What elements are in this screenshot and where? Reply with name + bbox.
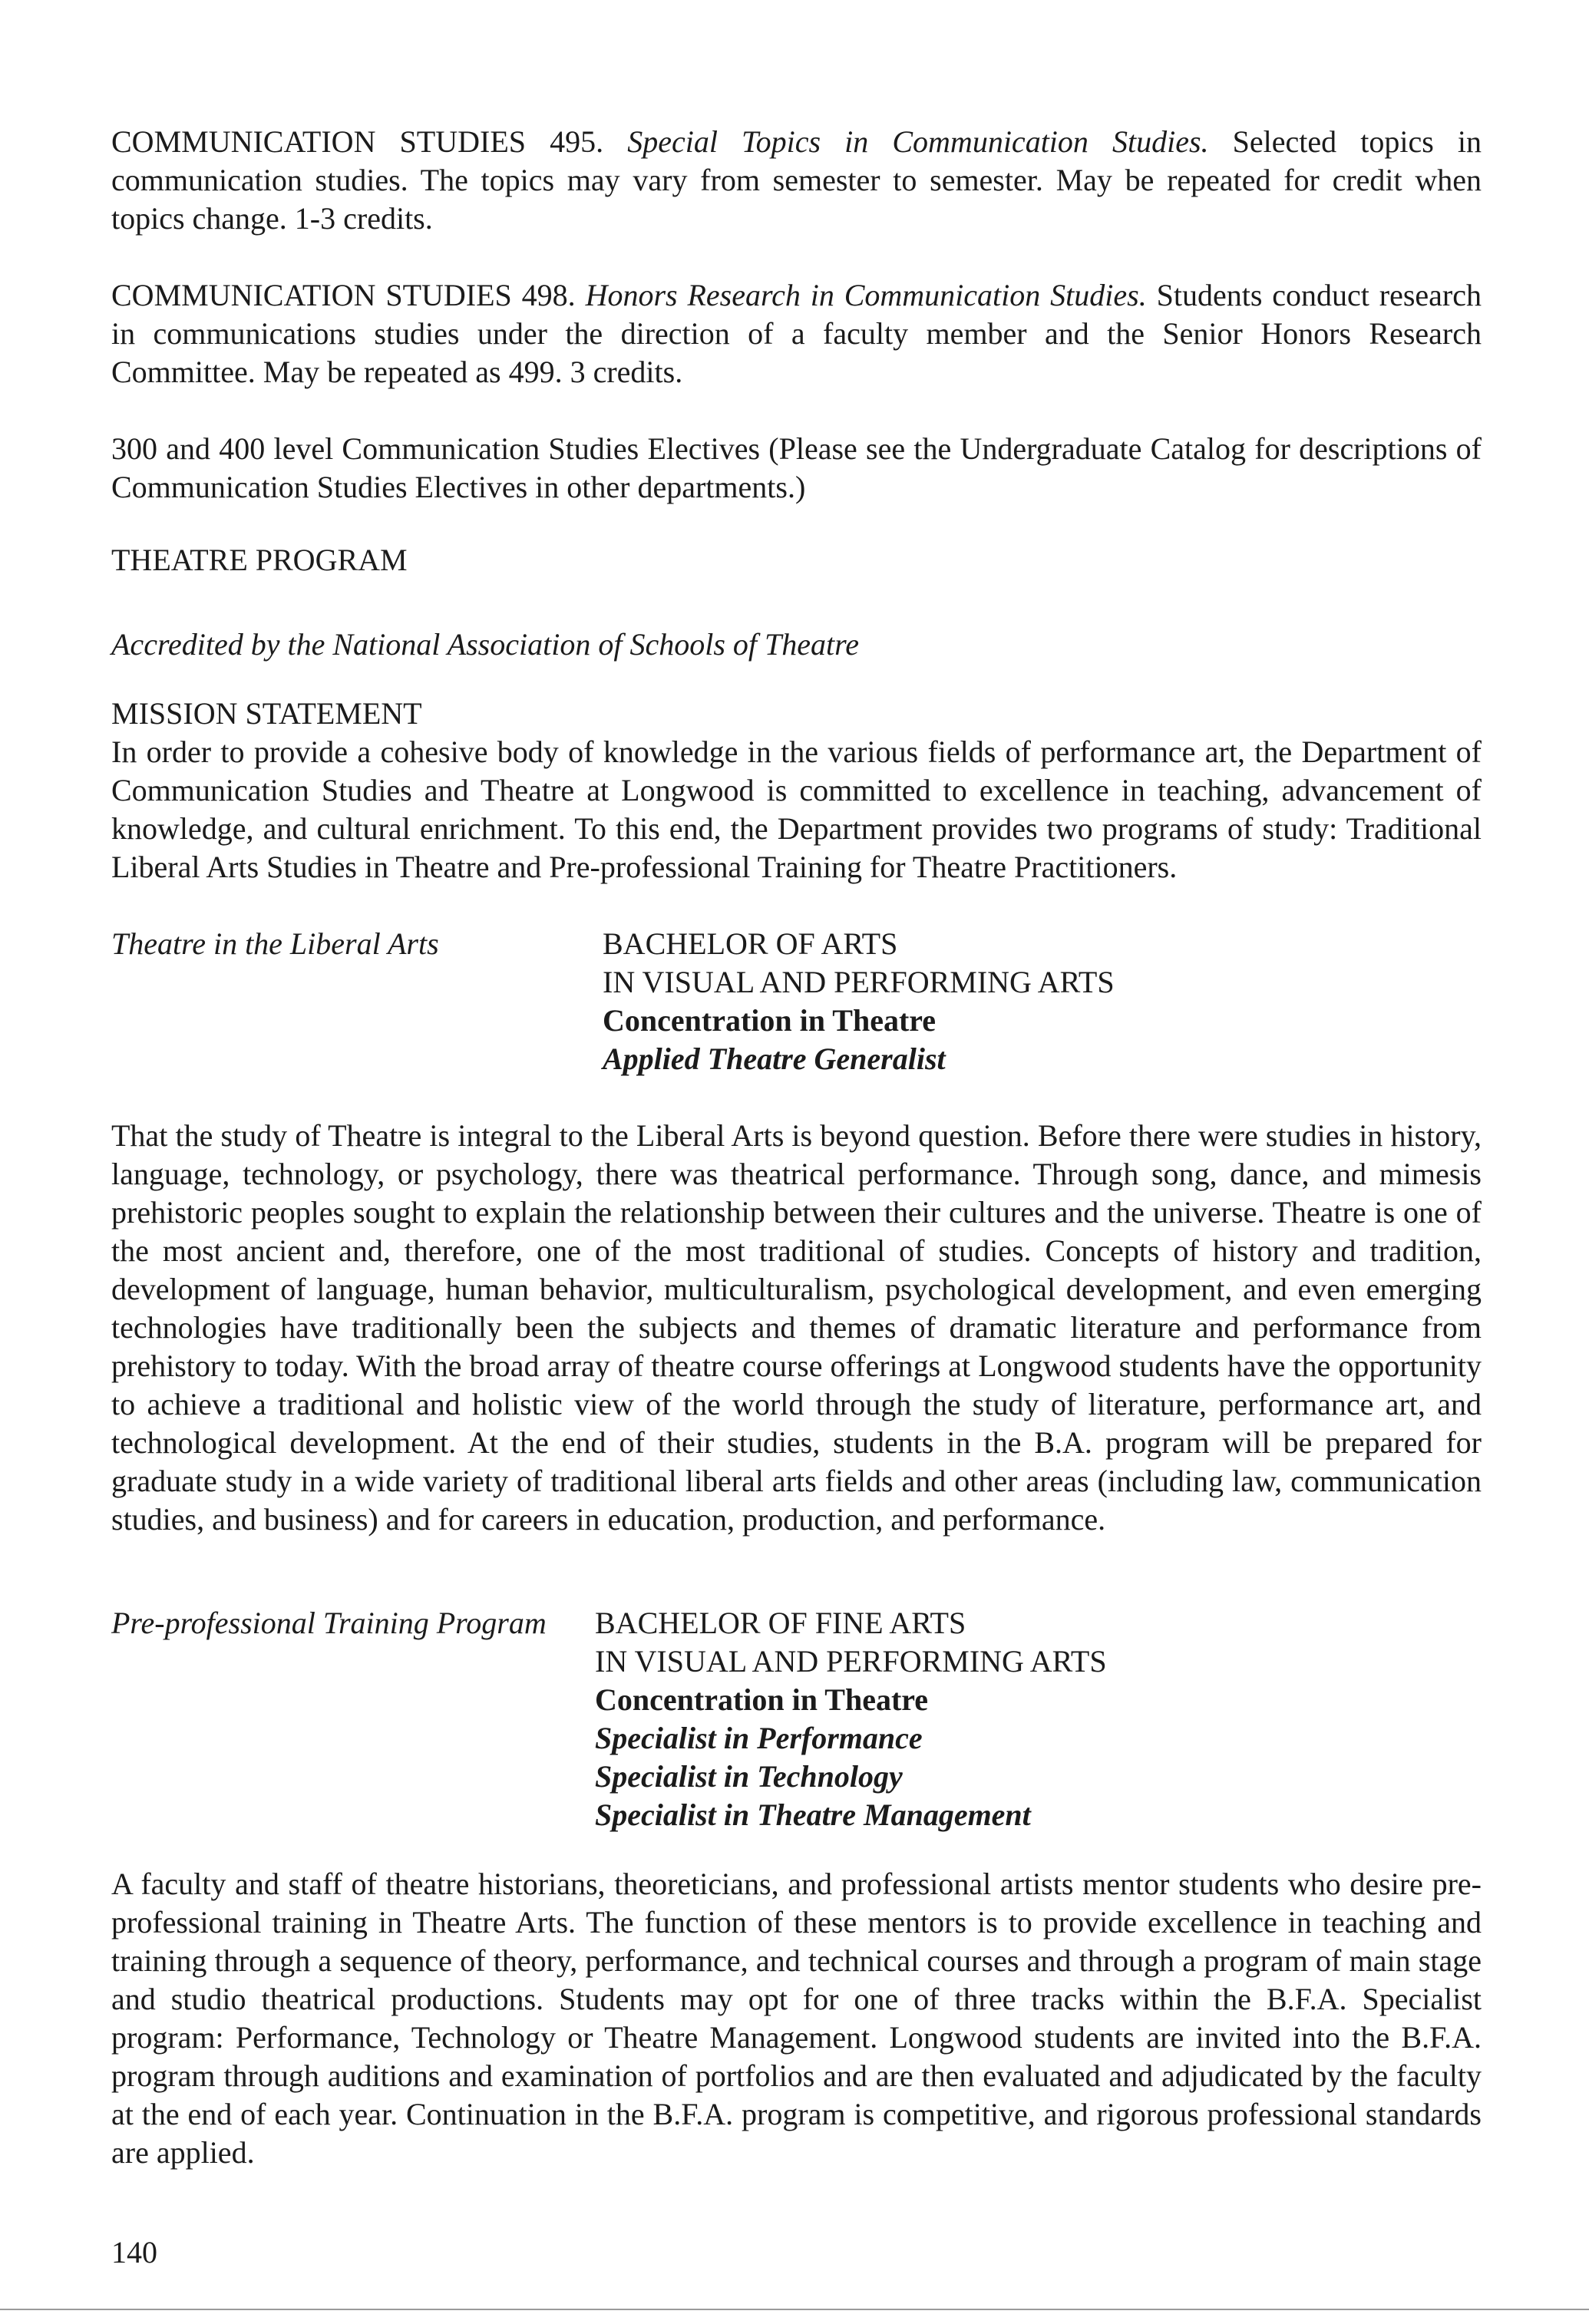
bottom-divider — [0, 2309, 1589, 2310]
ba-label: Theatre in the Liberal Arts — [111, 926, 439, 961]
mission-heading: MISSION STATEMENT — [111, 696, 422, 731]
bfa-description — [111, 1865, 1482, 2172]
bfa-degree-line2: IN VISUAL AND PERFORMING ARTS — [595, 1644, 1107, 1679]
ba-track: Applied Theatre Generalist — [603, 1042, 946, 1076]
bfa-concentration: Concentration in Theatre — [595, 1682, 929, 1717]
electives-text: 300 and 400 level Communication Studies Electives (Please see the Undergraduate Catalog for descriptions of Communication Studies Electives in other departments.) — [111, 431, 1482, 504]
ba-degree-line1: BACHELOR OF ARTS — [603, 926, 898, 961]
mission-text: In order to provide a cohesive body of knowledge in the various fields of performance art, the Department of Communication Studies and Theatre at Longwood is committed to excellence in teaching, advancement of knowledge, and cultural enrichment. To this end, the Department provides two programs of study: Traditional Liberal Arts Studies in Theatre and Pre-professional Training for Theatre Practitioners. — [111, 735, 1482, 884]
bfa-label: Pre-professional Training Program — [111, 1606, 547, 1640]
ba-degree-line2: IN VISUAL AND PERFORMING ARTS — [603, 965, 1115, 999]
course-entry-495 — [111, 123, 1482, 238]
accreditation-text: Accredited by the National Association of Schools of Theatre — [111, 627, 859, 662]
ba-degree-block — [111, 925, 1482, 1078]
course-code: COMMUNICATION STUDIES 495. — [111, 124, 604, 159]
accreditation-block — [111, 626, 1482, 664]
program-heading-block — [111, 541, 1482, 579]
electives-note — [111, 430, 1482, 507]
bfa-degree-block — [111, 1604, 1482, 1834]
mission-statement — [111, 695, 1482, 886]
ba-description — [111, 1117, 1482, 1539]
course-title: Honors Research in Communication Studies. — [585, 278, 1147, 312]
bfa-degree-info — [595, 1604, 1107, 1834]
program-heading: THEATRE PROGRAM — [111, 543, 408, 577]
course-description: Students conduct research in communications studies under the direction of a faculty member and the Senior Honors Research Committee. May be repeated as 499. 3 credits. — [111, 278, 1482, 389]
bfa-text: A faculty and staff of theatre historians, theoreticians, and professional artists mentor students who desire pre-professional training in Theatre Arts. The function of these mentors is to provide excellence in teaching and training through a sequence of theory, performance, and technical courses and through a program of main stage and studio theatrical productions. Students may opt for one of three tracks within the B.F.A. Specialist program: Performance, Technology or Theatre Management. Longwood students are invited into the B.F.A. program through auditions and examination of portfolios and are then evaluated and adjudicated by the faculty at the end of each year. Continuation in the B.F.A. program is competitive, and rigorous professional standards are applied. — [111, 1867, 1482, 2170]
course-entry-498 — [111, 276, 1482, 391]
ba-degree-info — [603, 925, 1115, 1078]
bfa-track: Specialist in Theatre Management — [595, 1797, 1031, 1832]
course-title: Special Topics in Communication Studies. — [627, 124, 1209, 159]
course-code: COMMUNICATION STUDIES 498. — [111, 278, 576, 312]
bfa-track: Specialist in Technology — [595, 1759, 903, 1794]
ba-concentration: Concentration in Theatre — [603, 1003, 937, 1038]
bfa-track: Specialist in Performance — [595, 1721, 923, 1755]
page-number: 140 — [111, 2235, 157, 2270]
ba-text: That the study of Theatre is integral to the Liberal Arts is beyond question. Before there were studies in history, language, technology, or psychology, there was theatrical performance. Through song, dance, and mimesis prehistoric peoples sought to explain the relationship between their cultures and the universe. Theatre is one of the most ancient and, therefore, one of the most traditional of studies. Concepts of history and tradition, development of language, human behavior, multiculturalism, psychological development, and even emerging technologies have traditionally been the subjects and themes of dramatic literature and performance from prehistory to today. With the broad array of theatre course offerings at Longwood students have the opportunity to achieve a traditional and holistic view of the world through the study of literature, performance art, and technological development. At the end of their studies, students in the B.A. program will be prepared for graduate study in a wide variety of traditional liberal arts fields and other areas (including law, communication studies, and business) and for careers in education, production, and performance. — [111, 1118, 1482, 1537]
bfa-degree-line1: BACHELOR OF FINE ARTS — [595, 1606, 966, 1640]
course-description: Selected topics in communication studies. The topics may vary from semester to semester. May be repeated for credit when topics change. 1-3 credits. — [111, 124, 1482, 236]
